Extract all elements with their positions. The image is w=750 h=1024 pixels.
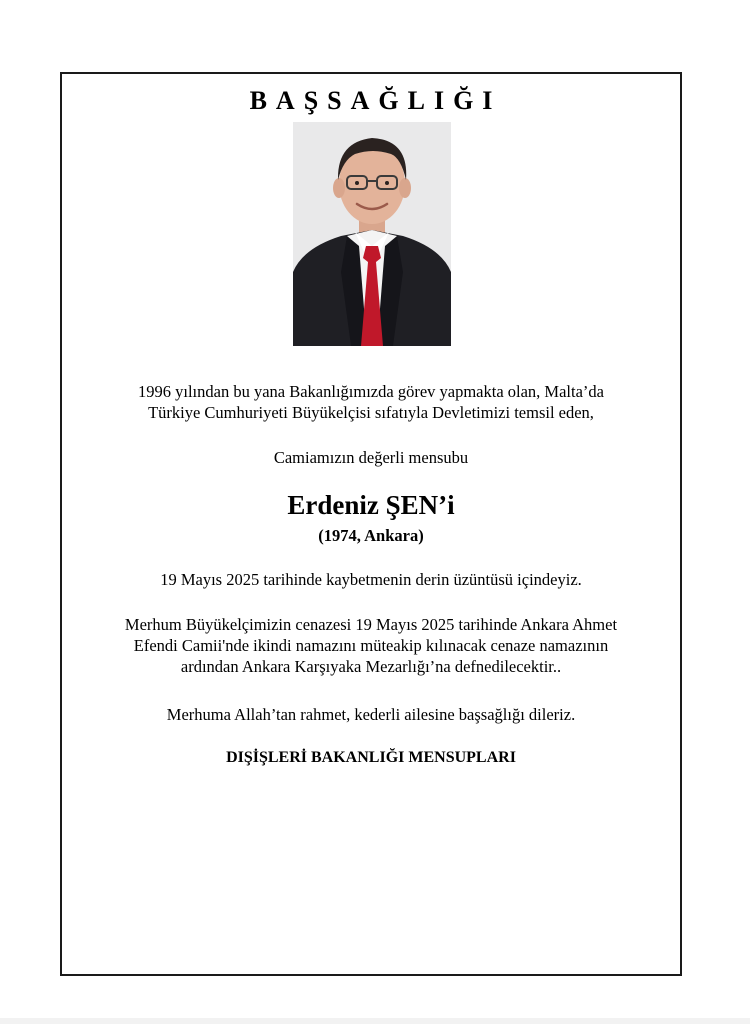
funeral-line-3: ardından Ankara Karşıyaka Mezarlığı’na defnedilecektir.. xyxy=(180,657,562,676)
page-bottom-strip xyxy=(0,1018,750,1024)
intro-line-2: Türkiye Cumhuriyeti Büyükelçisi sıfatıyla Devletimizi temsil eden, xyxy=(148,403,594,422)
condolence-notice-frame xyxy=(60,72,682,976)
notice-title: BAŞSAĞLIĞI xyxy=(249,86,502,115)
community-line: Camiamızın değerli mensubu xyxy=(273,448,469,467)
loss-statement: 19 Mayıs 2025 tarihinde kaybetmenin derin üzüntüsü içindeyiz. xyxy=(160,570,582,589)
intro-line-1: 1996 yılından bu yana Bakanlığımızda görev yapmakta olan, Malta’da xyxy=(138,382,604,401)
deceased-name: Erdeniz ŞEN’i xyxy=(287,490,455,520)
birth-info: (1974, Ankara) xyxy=(318,526,424,545)
funeral-line-2: Efendi Camii'nde ikindi namazını müteakip kılınacak cenaze namazının xyxy=(133,636,609,655)
portrait-photo xyxy=(293,122,451,346)
signature: DIŞİŞLERİ BAKANLIĞI MENSUPLARI xyxy=(226,749,516,766)
funeral-line-1: Merhum Büyükelçimizin cenazesi 19 Mayıs 2025 tarihinde Ankara Ahmet xyxy=(124,615,618,634)
prayer-line: Merhuma Allah’tan rahmet, kederli ailesine başsağlığı dileriz. xyxy=(166,705,576,724)
